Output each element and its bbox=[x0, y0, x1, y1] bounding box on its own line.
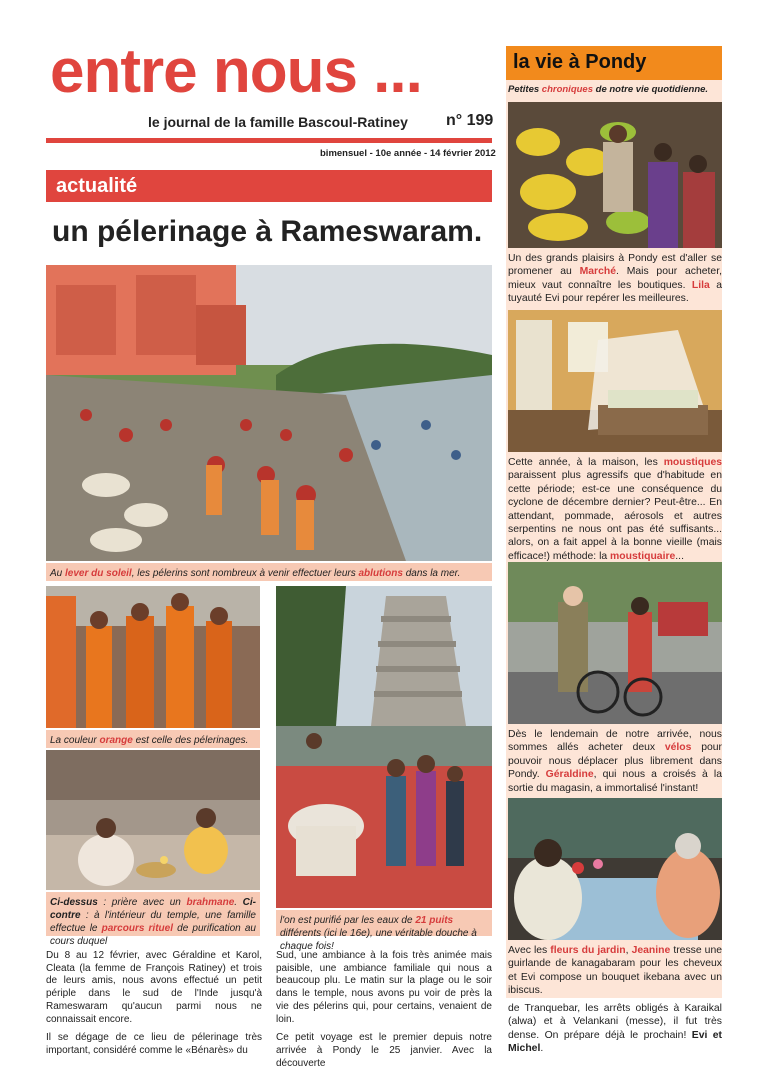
sidebar-para-conclusion: de Tranquebar, les arrêts obligés à Karaikal (alwa) et à Velankani (messe), il fut très dense. On prépare déjà le prochain! Evi et Michel. bbox=[508, 1003, 723, 1055]
article-col2-p1: Sud, une ambiance à la fois très animée mais paisible, une ambiance familiale qui nous a beaucoup plu. Le matin sur la plage ou le soir dans le temple, nous avons pu voir de près la vie des pélerins qui, pour certains, venaient de loin. bbox=[276, 950, 492, 1025]
sidebar-title: la vie à Pondy bbox=[513, 51, 647, 73]
market-illustration bbox=[508, 102, 722, 248]
temple-photo bbox=[276, 586, 492, 908]
issue-number: n° 199 bbox=[446, 112, 494, 129]
section-label: actualité bbox=[56, 175, 138, 197]
bikes-photo bbox=[508, 562, 722, 724]
orange-caption: La couleur orange est celle des pélerinages. bbox=[46, 730, 260, 748]
puits-caption: l'on est purifié par les eaux de 21 puits différents (ici le 16e), une véritable douche à chaque fois! bbox=[276, 910, 492, 936]
flowers-illustration bbox=[508, 798, 722, 940]
sidebar-intro: Petites chroniques de notre vie quotidienne. bbox=[508, 84, 709, 95]
pilgrims-photo bbox=[46, 586, 260, 728]
masthead-rule bbox=[46, 138, 492, 143]
article-col2-p2: Ce petit voyage est le premier depuis notre arrivée à Pondy le 25 janvier. Avec la découverte bbox=[276, 1032, 492, 1069]
brahmane-caption: Ci-dessus : prière avec un brahmane. Ci-contre : à l'intérieur du temple, une famille effectue le parcours rituel de purification au cours duquel bbox=[46, 892, 260, 936]
sidebar-para-bikes: Dès le lendemain de notre arrivée, nous sommes allés acheter deux vélos pour pouvoir nous déplacer plus librement dans Pondy. Géraldine, qui nous a croisés à la sortie du magasin, a immortalisé l'instant! bbox=[508, 729, 722, 794]
temple-illustration bbox=[276, 586, 492, 908]
sidebar-para-market: Un des grands plaisirs à Pondy est d'aller se promener au Marché. Mais pour acheter, mieux vaut connaître les boutiques. Lila a tuyauté Evi pour repérer les meilleures. bbox=[508, 253, 722, 305]
sidebar-para-mosquito: Cette année, à la maison, les moustiques paraissent plus agressifs que d'habitude en cette période; est-ce une conséquence du cyclone de décembre dernier? Peut-être... En attendant, pommade, aérosols et autres serpentins ne nous ont pas été suffisants... alors, on a fait appel à la bonne vieille (mais efficace!) méthode: la moustiquaire... bbox=[508, 457, 722, 562]
brahmane-illustration bbox=[46, 750, 260, 890]
article-col2 bbox=[276, 950, 492, 1070]
sidebar-para-flowers: Avec les fleurs du jardin, Jeanine tresse une guirlande de kanagabaram pour les cheveux et Evi compose un bouquet ikebana avec un ibiscus. bbox=[508, 945, 723, 997]
masthead-title: entre nous ... bbox=[50, 37, 422, 106]
beach-photo bbox=[46, 265, 492, 561]
bikes-illustration bbox=[508, 562, 722, 724]
beach-caption: Au lever du soleil, les pélerins sont nombreux à venir effectuer leurs ablutions dans la mer. bbox=[46, 563, 492, 581]
beach-illustration bbox=[46, 265, 492, 561]
pilgrims-illustration bbox=[46, 586, 260, 728]
mosquito-net-illustration bbox=[508, 310, 722, 452]
issue-date: bimensuel - 10e année - 14 février 2012 bbox=[320, 148, 496, 159]
article-col1 bbox=[46, 950, 262, 1058]
flowers-photo bbox=[508, 798, 722, 940]
headline: un pélerinage à Rameswaram. bbox=[52, 215, 483, 248]
brahmane-photo bbox=[46, 750, 260, 890]
market-photo bbox=[508, 102, 722, 248]
article-col1-p1: Du 8 au 12 février, avec Géraldine et Karol, Cleata (la femme de François Ratiney) et trois de leurs amis, nous avons effectué un petit périple dans le sud de l'Inde jusqu'à Rameswaram qu'aucun parmi nous ne connaissait encore. bbox=[46, 950, 262, 1025]
masthead-subtitle: le journal de la famille Bascoul-Ratiney bbox=[148, 114, 408, 130]
mosquito-net-photo bbox=[508, 310, 722, 452]
article-col1-p2: Il se dégage de ce lieu de pélerinage très important, considéré comme le «Bénarès» du bbox=[46, 1032, 262, 1056]
